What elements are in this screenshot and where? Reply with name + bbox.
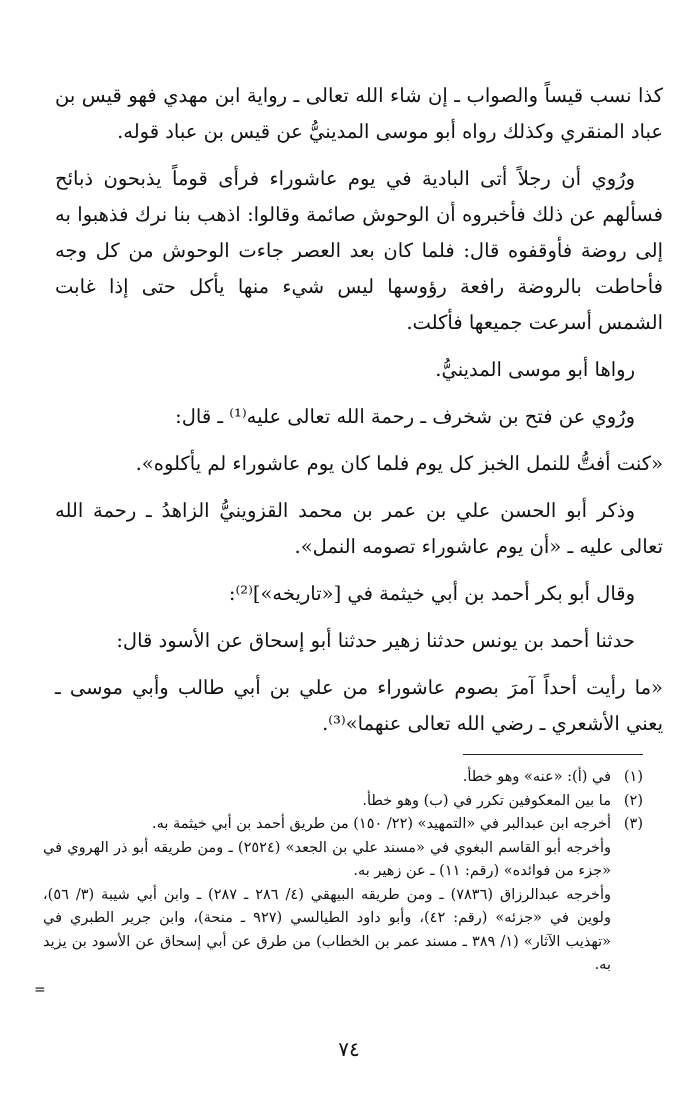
paragraph: ورُوي عن فتح بن شخرف ـ رحمة الله تعالى عليه⁽¹⁾ ـ قال: (175, 405, 635, 428)
footnote (43, 790, 643, 814)
footnote-number: (٢) (623, 792, 643, 809)
footnote-number: (١) (623, 769, 643, 785)
main-text (55, 78, 663, 742)
footnote-line: وأخرجه أبو القاسم البغوي في «مسند علي بن الجعد» (٢٥٢٤) ـ ومن طريقه أبو ذر الهروي في «جزء من فوائده» (رقم: ١١) ـ عن زهير به. (43, 839, 611, 879)
continuation-mark: = (34, 982, 46, 998)
footnote-text (43, 813, 611, 978)
footnote-number: (٣) (623, 816, 643, 832)
paragraph: «ما رأيت أحداً آمرَ بصوم عاشوراء من علي بن أبي طالب وأبي موسى ـ يعني الأشعري ـ رضي الله تعالى عنهما»⁽³⁾. (55, 676, 663, 735)
footnote (43, 813, 643, 978)
paragraph: وقال أبو بكر أحمد بن أبي خيثمة في [«تاريخه»]⁽²⁾: (228, 582, 635, 605)
paragraph: كذا نسب قيساً والصواب ـ إن شاء الله تعالى ـ رواية ابن مهدي فهو قيس بن عباد المنقري وكذلك رواه أبو موسى المدينيُّ عن قيس بن عباد قوله. (55, 84, 663, 143)
paragraph: وذكر أبو الحسن علي بن عمر بن محمد القزوينيُّ الزاهدُ ـ رحمة الله تعالى عليه ـ «أن يوم عاشوراء تصومه النمل». (55, 499, 663, 558)
page-number: ٧٤ (338, 1037, 360, 1061)
document-page (55, 78, 663, 753)
footnote-line: أخرجه ابن عبدالبر في «التمهيد» (٢٢/ ١٥٠) من طريق أحمد بن أبي خيثمة به. (152, 816, 611, 832)
footnote-line: في (أ): «عنه» وهو خطأ. (462, 769, 611, 785)
paragraph: ورُوي أن رجلاً أتى البادية في يوم عاشوراء فرأى قوماً يذبحون ذبائح فسألهم عن ذلك فأخبروه أن الوحوش صائمة وقالوا: اذهب بنا نرك فذهبوا به إلى روضة فأوقفوه قال: فلما كان بعد العصر جاءت الوحوش من كل وجه فأحاطت بالروضة رافعة رؤوسها ليس شيء منها يأكل حتى إذا غابت الشمس أسرعت جميعها فأكلت. (55, 167, 663, 334)
footnote-separator (463, 754, 643, 755)
footnotes (43, 766, 643, 978)
paragraph: رواها أبو موسى المدينيُّ. (435, 358, 635, 381)
paragraph: «كنت أفتُّ للنمل الخبز كل يوم فلما كان يوم عاشوراء لم يأكلوه». (135, 452, 663, 475)
footnote (43, 766, 643, 790)
footnote-line: ما بين المعكوفين تكرر في (ب) وهو خطأ. (362, 792, 611, 809)
footnote-text (43, 766, 611, 790)
footnote-text (43, 790, 611, 814)
paragraph: حدثنا أحمد بن يونس حدثنا زهير حدثنا أبو إسحاق عن الأسود قال: (116, 629, 635, 652)
footnote-line: وأخرجه عبدالرزاق (٧٨٣٦) ـ ومن طريقه البيهقي (٤/ ٢٨٦ ـ ٢٨٧) ـ وابن أبي شيبة (٣/ ٥٦)، ولوين في «جزئه» (رقم: ٤٢)، وأبو داود الطيالسي (٩٢٧ ـ منحة)، وابن جرير الطبري في «تهذيب الآثار» (١/ ٣٨٩ ـ مسند عمر بن الخطاب) من طرق عن أبي إسحاق عن الأسود بن يزيد به. (43, 886, 612, 973)
